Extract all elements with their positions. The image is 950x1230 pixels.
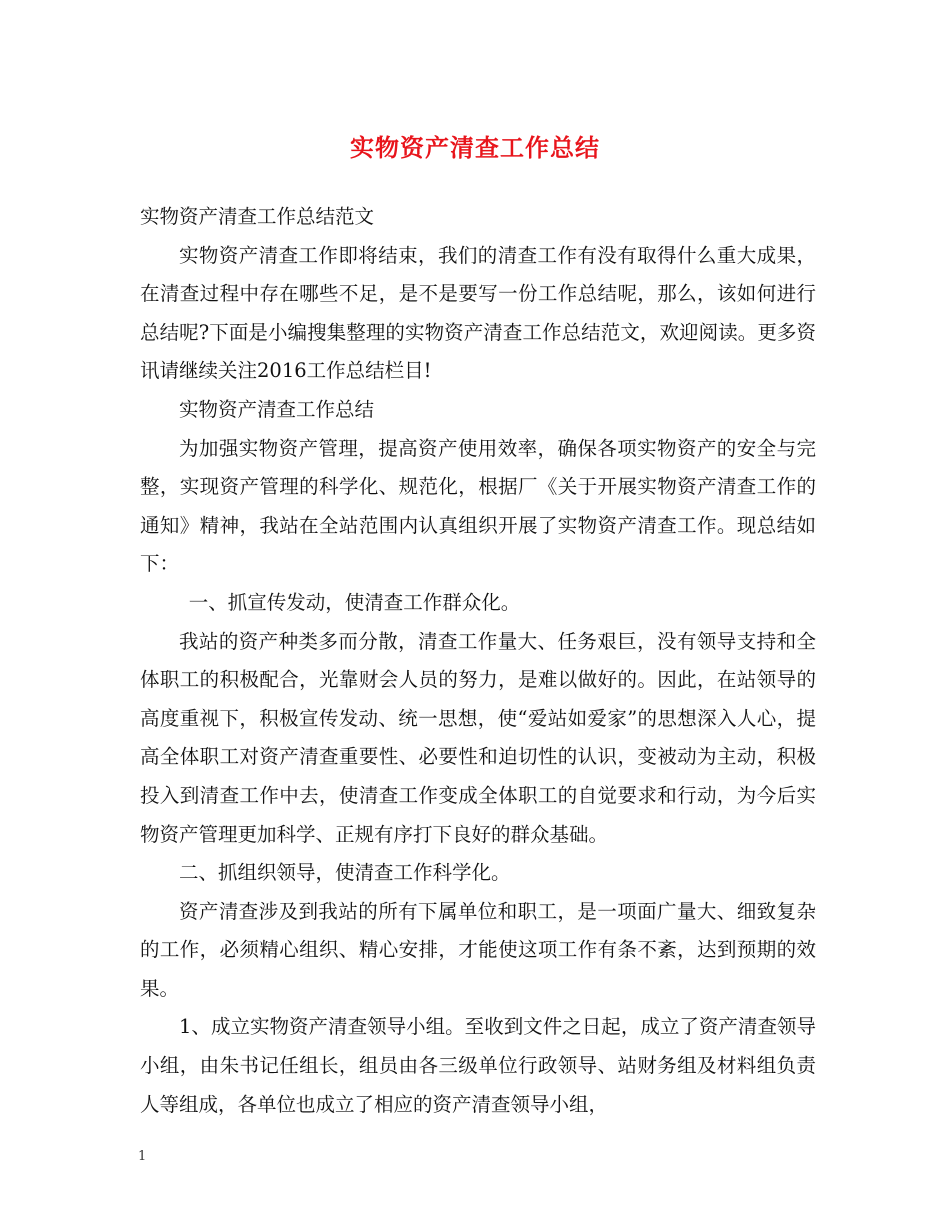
document-subtitle: 实物资产清查工作总结范文 <box>140 205 375 228</box>
document-body <box>140 198 816 1124</box>
section-heading-1: 一、抓宣传发动，使清查工作群众化。 <box>188 590 521 614</box>
section-heading-2: 二、抓组织领导，使清查工作科学化。 <box>179 861 511 885</box>
document-title: 实物资产清查工作总结 <box>350 133 600 162</box>
section-heading: 实物资产清查工作总结 <box>179 397 375 421</box>
body-paragraph: 1、成立实物资产清查领导小组。至收到文件之日起，成立了资产清查领导小组，由朱书记任组长，组员由各三级单位行政领导、站财务组及材料组负责人等组成，各单位也成立了相应的资产清查领导小组， <box>140 1015 816 1116</box>
body-paragraph: 我站的资产种类多而分散，清查工作量大、任务艰巨，没有领导支持和全体职工的积极配合，光靠财会人员的努力，是难以做好的。因此，在站领导的高度重视下，积极宣传发动、统一思想，使“爱站如爱家”的思想深入人心，提高全体职工对资产清查重要性、必要性和迫切性的认识，变被动为主动，积极投入到清查工作中去，使清查工作变成全体职工的自觉要求和行动，为今后实物资产管理更加科学、正规有序打下良好的群众基础。 <box>140 629 816 846</box>
body-paragraph: 为加强实物资产管理，提高资产使用效率，确保各项实物资产的安全与完整，实现资产管理的科学化、规范化，根据厂《关于开展实物资产清查工作的通知》精神，我站在全站范围内认真组织开展了实物资产清查工作。现总结如下： <box>140 436 816 576</box>
page-number: 1 <box>138 1149 147 1164</box>
intro-paragraph: 实物资产清查工作即将结束，我们的清查工作有没有取得什么重大成果，在清查过程中存在哪些不足，是不是要写一份工作总结呢，那么，该如何进行总结呢?下面是小编搜集整理的实物资产清查工作总结范文，欢迎阅读。更多资讯请继续关注2016工作总结栏目! <box>140 243 816 383</box>
body-paragraph: 资产清查涉及到我站的所有下属单位和职工，是一项面广量大、细致复杂的工作，必须精心组织、精心安排，才能使这项工作有条不紊，达到预期的效果。 <box>140 899 816 1000</box>
